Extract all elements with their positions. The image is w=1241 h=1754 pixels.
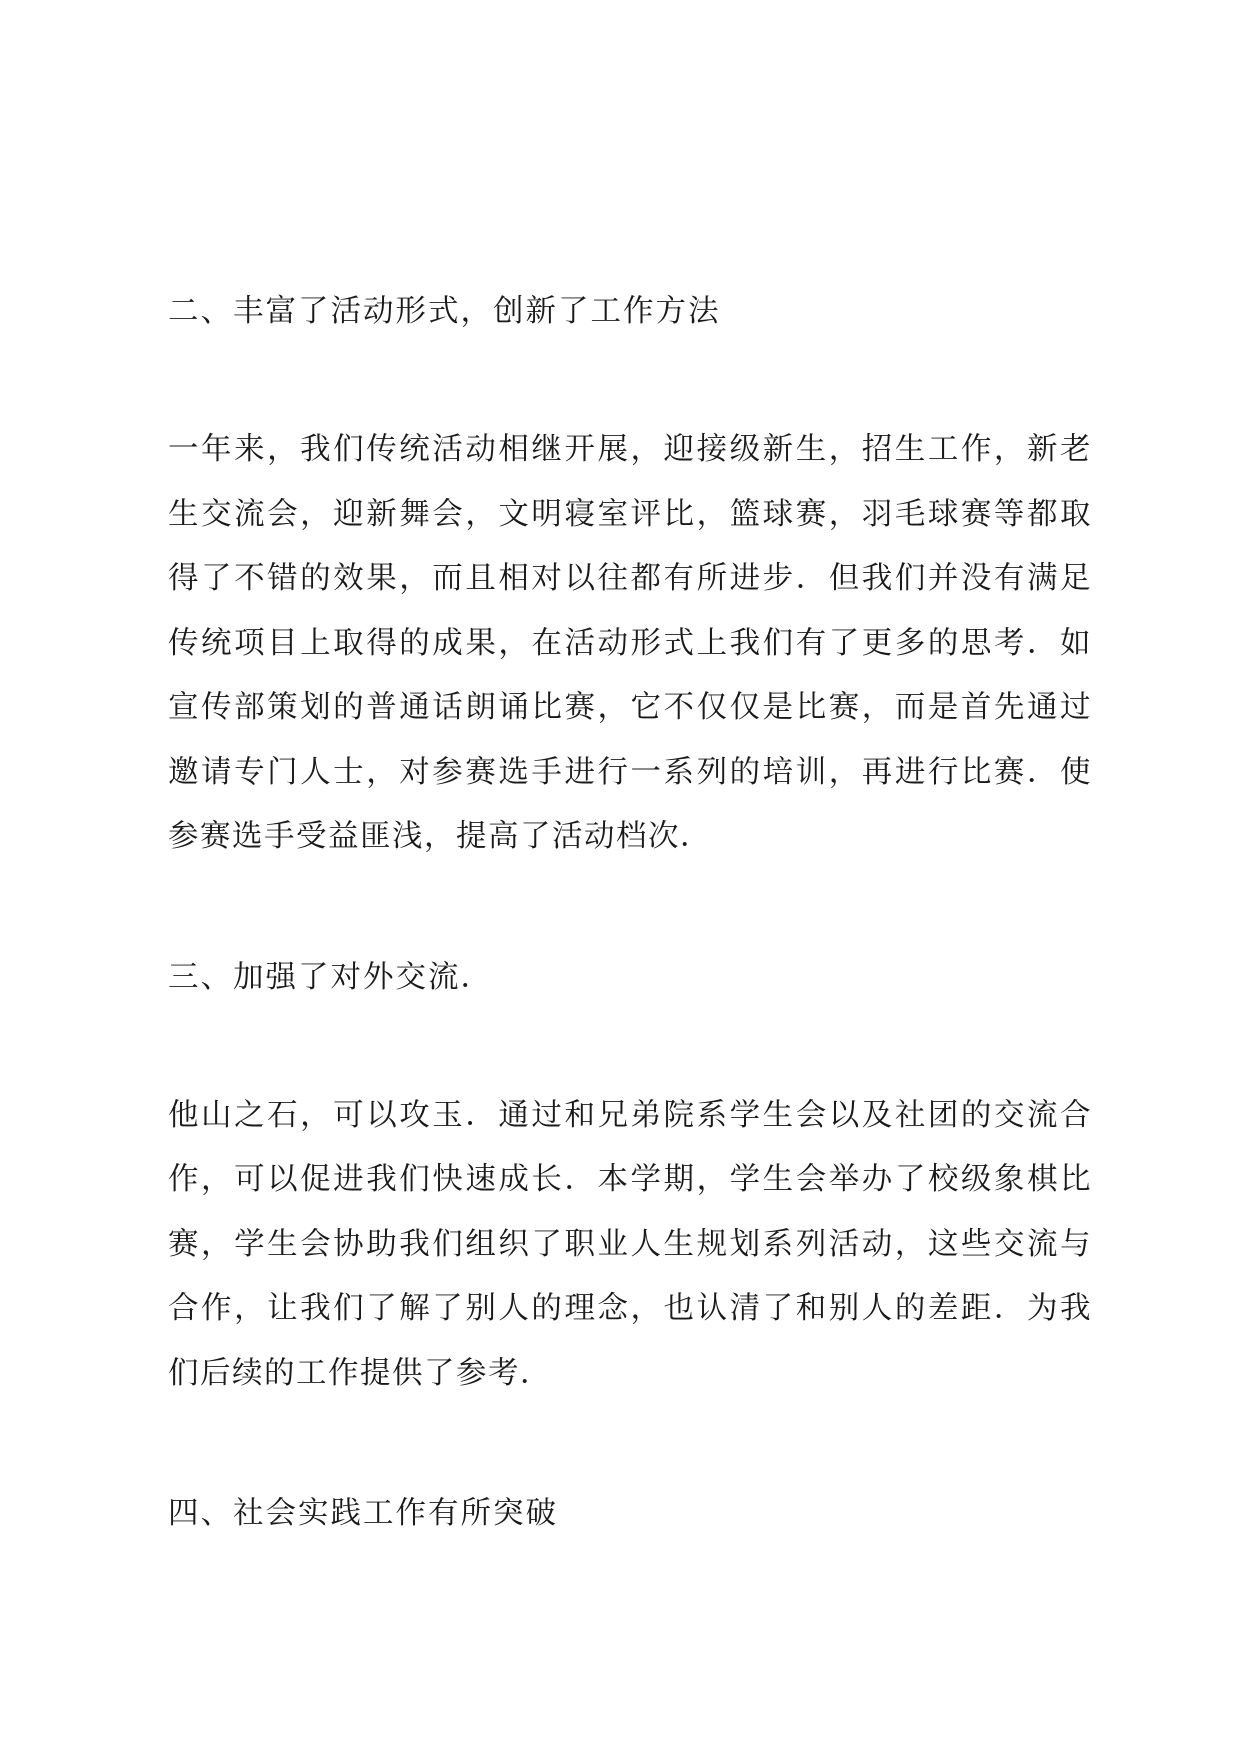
section-heading-4: 四、社会实践工作有所突破 (168, 1496, 558, 1531)
section-paragraph-3: 他山之石，可以攻玉．通过和兄弟院系学生会以及社团的交流合作，可以促进我们快速成长．本学期，学生会举办了校级象棋比赛，学生会协助我们组织了职业人生规划系列活动，这些交流与合作，让我们了解了别人的理念，也认清了和别人的差距．为我们后续的工作提供了参考． (168, 1097, 1092, 1391)
spacer (168, 870, 1092, 956)
spacer (168, 1406, 1092, 1492)
section-paragraph-2: 一年来，我们传统活动相继开展，迎接级新生，招生工作，新老生交流会，迎新舞会，文明寝室评比，篮球赛，羽毛球赛等都取得了不错的效果，而且相对以往都有所进步．但我们并没有满足传统项目上取得的成果，在活动形式上我们有了更多的思考．如宣传部策划的普通话朗诵比赛，它不仅仅是比赛，而是首先通过邀请专门人士，对参赛选手进行一系列的培训，再进行比赛．使参赛选手受益匪浅，提高了活动档次． (168, 432, 1092, 854)
section-heading-3: 三、加强了对外交流． (168, 959, 493, 995)
section-heading-2: 二、丰富了活动形式，创新了工作方法 (168, 294, 721, 329)
spacer (168, 1000, 1092, 1084)
spacer (168, 334, 1092, 418)
document-body (168, 290, 1092, 1536)
